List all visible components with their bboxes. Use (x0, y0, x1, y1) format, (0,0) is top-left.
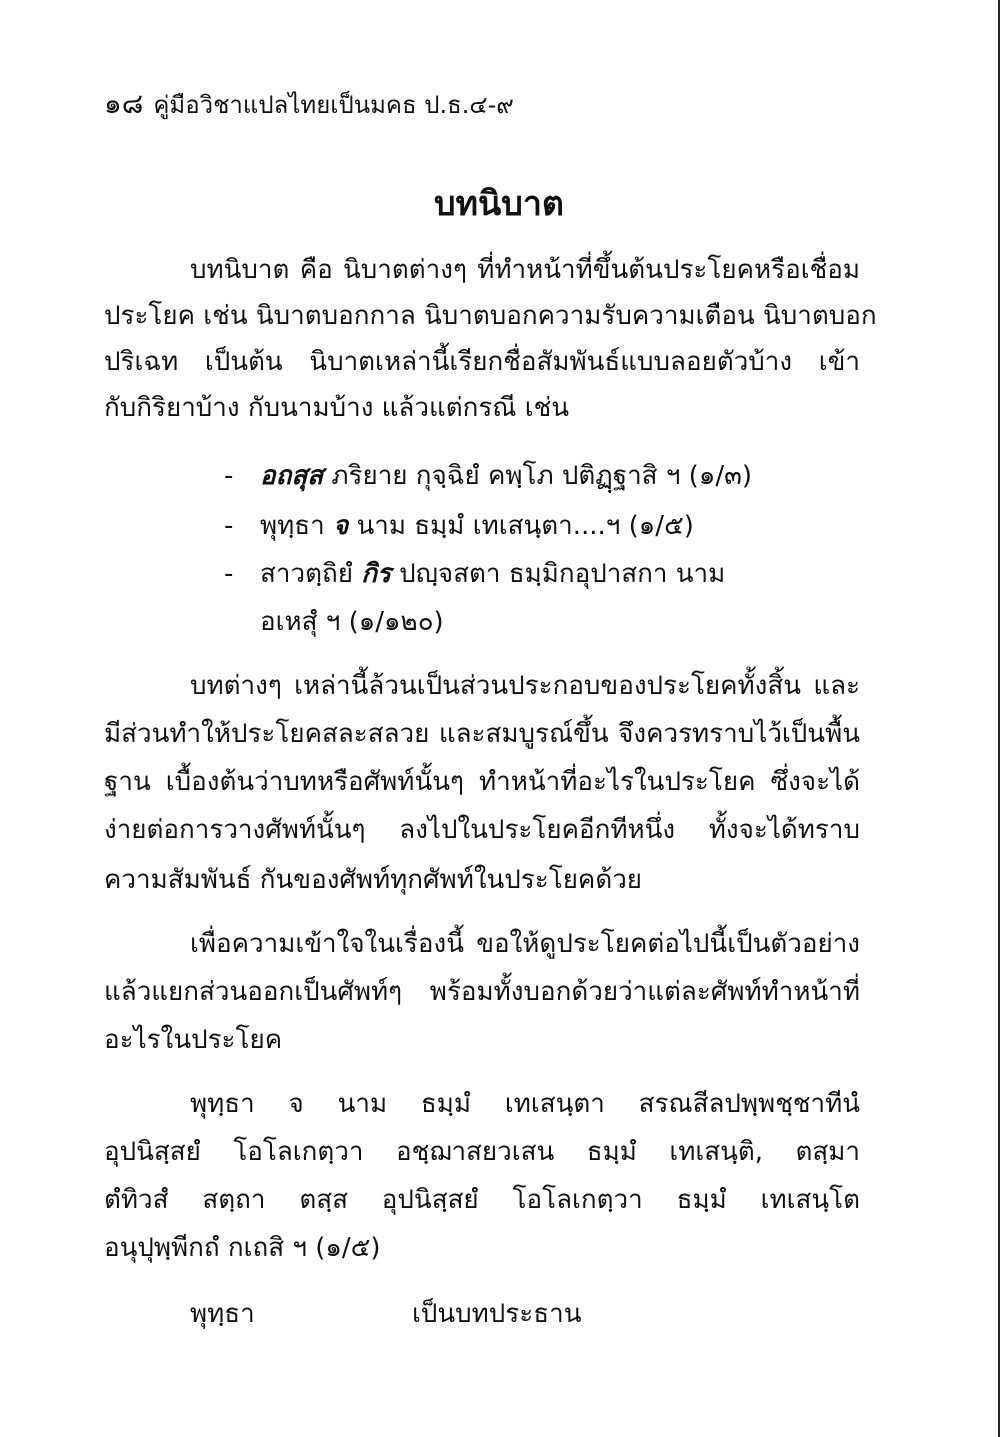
example-text: ปญฺจสตา ธมฺมิกอุปาสกา นาม (390, 559, 726, 589)
paragraph-2-line: ง่ายต่อการวางศัพท์นั้นๆ ลงไปในประโยคอีกทีหนึ่ง ทั้งจะได้ทราบ (104, 815, 860, 845)
example-continuation: อเหสุํ ฯ (๑/๑๒๐) (260, 607, 444, 637)
analysis-word: พุทฺธา (190, 1299, 255, 1329)
page-header (104, 82, 514, 126)
example-item (260, 508, 694, 544)
example-item (260, 458, 752, 494)
bullet-dash: - (224, 461, 234, 491)
bullet-dash: - (224, 511, 234, 541)
example-text: ภริยาย กุจฺฉิยํ คพฺโภ ปติฏฺฐาสิ ฯ (๑/๓) (323, 461, 753, 491)
paragraph-1-line: ปริเฉท เป็นต้น นิบาตเหล่านี้เรียกชื่อสัมพันธ์แบบลอยตัวบ้าง เข้า (104, 347, 860, 377)
pali-sentence-line: อุปนิสฺสยํ โอโลเกตฺวา อชฺฌาสยวเสน ธมฺมํ เทเสนฺติ, ตสฺมา (104, 1137, 860, 1167)
highlight-term: จ (333, 511, 349, 541)
highlight-term: กิร (361, 559, 391, 589)
example-item (260, 556, 725, 592)
paragraph-3-line: อะไรในประโยค (104, 1025, 283, 1055)
pali-sentence-line: อนุปุพฺพีกถํ กเถสิ ฯ (๑/๕) (104, 1233, 381, 1263)
example-text: นาม ธมฺมํ เทเสนฺตา....ฯ (๑/๕) (348, 511, 694, 541)
page-number: ๑๘ (104, 87, 144, 120)
paragraph-1-line: บทนิบาต คือ นิบาตต่างๆ ที่ทำหน้าที่ขึ้นต้นประโยคหรือเชื่อม (190, 255, 860, 285)
paragraph-3-line: เพื่อความเข้าใจในเรื่องนี้ ขอให้ดูประโยคต่อไปนี้เป็นตัวอย่าง (190, 929, 860, 959)
paragraph-2-line: บทต่างๆ เหล่านี้ล้วนเป็นส่วนประกอบของประโยคทั้งสิ้น และ (190, 671, 860, 701)
paragraph-1-line: กับกิริยาบ้าง กับนามบ้าง แล้วแต่กรณี เช่น (104, 393, 570, 423)
pali-sentence-line: ตํทิวสํ สตฺถา ตสฺส อุปนิสฺสยํ โอโลเกตฺวา ธมฺมํ เทเสนฺโต (104, 1185, 860, 1215)
example-text: สาวตฺถิยํ (260, 559, 362, 589)
highlight-term: อถสุส (260, 461, 324, 491)
bullet-dash: - (224, 559, 234, 589)
section-title: บทนิบาต (434, 184, 564, 224)
paragraph-2-line: ฐาน เบื้องต้นว่าบทหรือศัพท์นั้นๆ ทำหน้าที่อะไรในประโยค ซึ่งจะได้ (104, 767, 860, 797)
paragraph-3-line: แล้วแยกส่วนออกเป็นศัพท์ๆ พร้อมทั้งบอกด้วยว่าแต่ละศัพท์ทำหน้าที่ (104, 977, 860, 1007)
paragraph-1-line: ประโยค เช่น นิบาตบอกกาล นิบาตบอกความรับความเตือน นิบาตบอก (104, 301, 877, 331)
paragraph-2-line: ความสัมพันธ์ กันของศัพท์ทุกศัพท์ในประโยคด้วย (104, 865, 643, 895)
pali-sentence-line: พุทฺธา จ นาม ธมฺมํ เทเสนฺตา สรณสีลปพฺพชฺชาทีนํ (190, 1089, 860, 1119)
book-title: คู่มือวิชาแปลไทยเป็นมคธ ป.ธ.๔-๙ (153, 91, 514, 119)
paragraph-2-line: มีส่วนทำให้ประโยคสละสลวย และสมบูรณ์ขึ้น จึงควรทราบไว้เป็นพื้น (104, 719, 860, 749)
analysis-role: เป็นบทประธาน (412, 1299, 582, 1329)
example-text: พุทฺธา (260, 511, 334, 541)
